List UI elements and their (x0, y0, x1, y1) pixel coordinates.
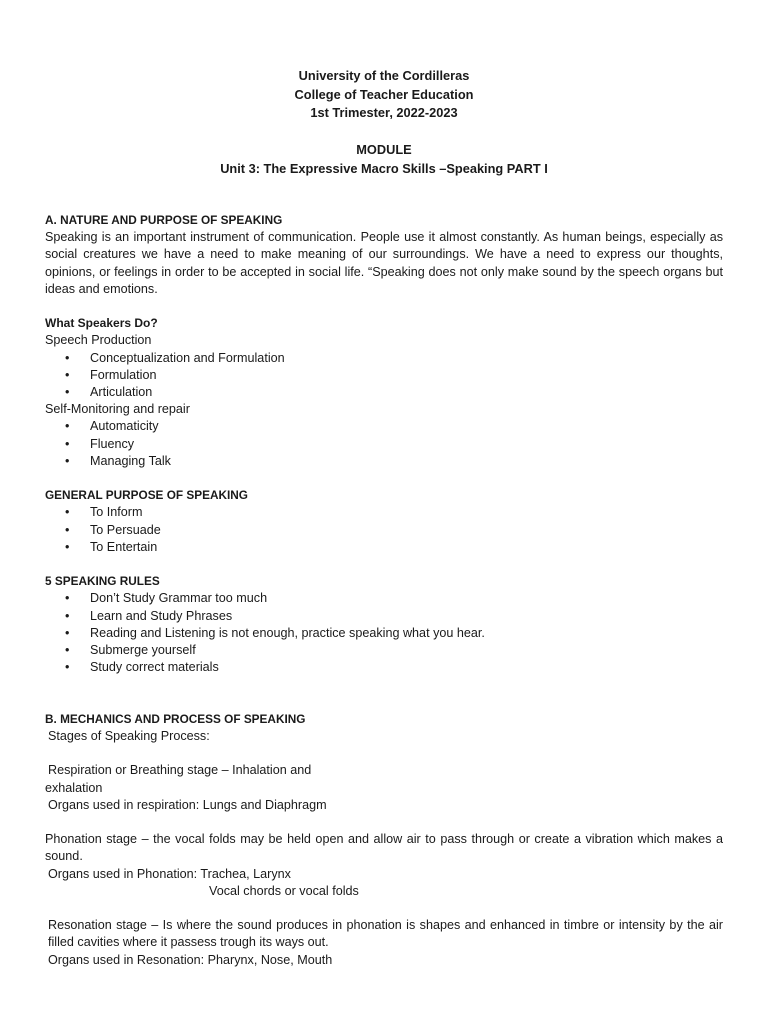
section-a-paragraph: Speaking is an important instrument of communication. People use it almost constantly. As human beings, especially as social creatures we have a need to make meaning of our surroundings. We have a need to express our thoughts, opinions, or feelings in order to be accepted in social life. “Speaking does not only make sound by the speech organs but ideas and emotions. (45, 230, 723, 296)
stages-label: Stages of Speaking Process: (48, 729, 210, 744)
self-monitoring-list (45, 418, 723, 470)
speaking-rules-list (45, 590, 723, 676)
list-item: • Don’t Study Grammar too much (65, 591, 268, 606)
list-item: • Fluency (65, 436, 135, 451)
respiration-line-2: exhalation (45, 780, 103, 795)
list-item: • Reading and Listening is not enough, practice speaking what you hear. (65, 625, 485, 640)
section-b-heading: B. MECHANICS AND PROCESS OF SPEAKING (45, 711, 306, 726)
document-header (0, 67, 768, 178)
phonation-organs-continued: Vocal chords or vocal folds (209, 883, 359, 898)
list-item: • Study correct materials (65, 660, 219, 675)
list-item: • Submerge yourself (65, 643, 196, 658)
resonation-organs: Organs used in Resonation: Pharynx, Nose, Mouth (48, 952, 333, 967)
list-item: • Learn and Study Phrases (65, 608, 233, 623)
university-name: University of the Cordilleras (298, 68, 470, 83)
list-item: • To Inform (65, 505, 143, 520)
self-monitoring-label: Self-Monitoring and repair (45, 402, 190, 417)
list-item: • Automaticity (65, 419, 159, 434)
resonation-paragraph: Resonation stage – Is where the sound produces in phonation is shapes and enhanced in timbre or intensity by the air filled cavities where it passess trough its ways out. (48, 918, 723, 950)
respiration-organs: Organs used in respiration: Lungs and Diaphragm (48, 797, 327, 812)
general-purpose-heading: GENERAL PURPOSE OF SPEAKING (45, 488, 248, 503)
speech-production-label: Speech Production (45, 333, 152, 348)
phonation-organs: Organs used in Phonation: Trachea, Larynx (48, 866, 291, 881)
phonation-paragraph: Phonation stage – the vocal folds may be held open and allow air to pass through or create a vibration which makes a sound. (45, 832, 723, 864)
speaking-rules-heading: 5 SPEAKING RULES (45, 574, 160, 589)
list-item: • Managing Talk (65, 453, 171, 468)
module-label: MODULE (356, 142, 412, 157)
speech-production-list (45, 350, 723, 402)
list-item: • To Entertain (65, 539, 158, 554)
list-item: • To Persuade (65, 522, 161, 537)
section-a-heading: A. NATURE AND PURPOSE OF SPEAKING (45, 213, 283, 227)
what-speakers-do-heading: What Speakers Do? (45, 316, 158, 331)
college-name: College of Teacher Education (294, 86, 474, 102)
list-item: • Articulation (65, 385, 153, 400)
unit-title: Unit 3: The Expressive Macro Skills –Speaking PART I (220, 160, 548, 176)
list-item: • Formulation (65, 367, 157, 382)
general-purpose-list (45, 504, 723, 556)
respiration-line-1: Respiration or Breathing stage – Inhalation and (48, 763, 312, 778)
document-body (45, 212, 723, 969)
term: 1st Trimester, 2022-2023 (310, 105, 458, 120)
list-item: • Conceptualization and Formulation (65, 350, 285, 365)
